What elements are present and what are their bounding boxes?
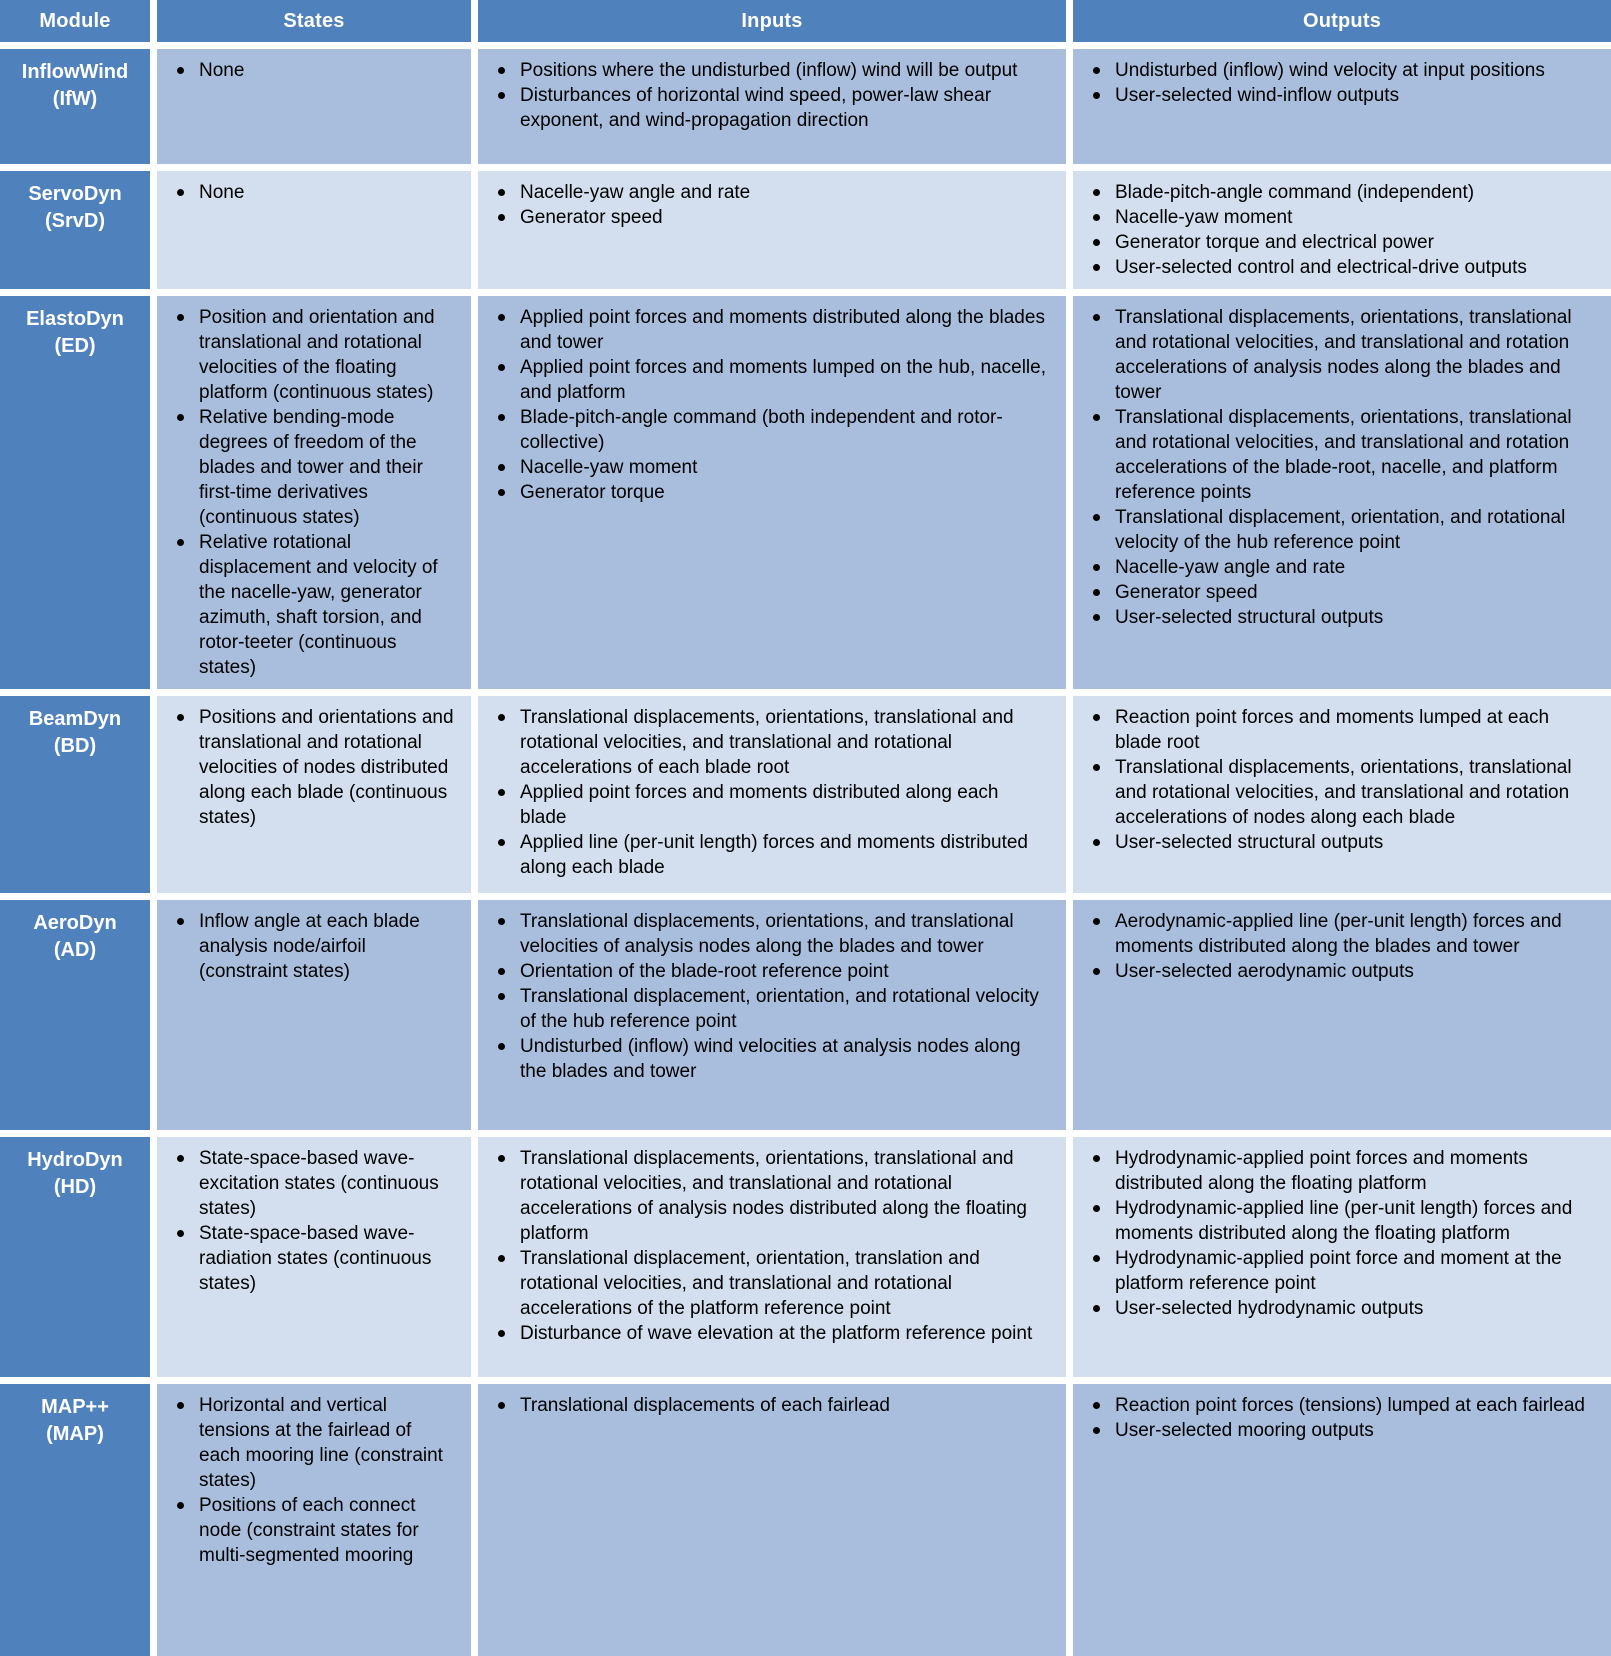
outputs-cell bbox=[1073, 171, 1611, 289]
outputs-bullet-item: Blade-pitch-angle command (independent) bbox=[1085, 180, 1595, 205]
states-bullet-item: None bbox=[169, 180, 455, 205]
module-cell bbox=[0, 696, 150, 893]
module-name: ElastoDyn bbox=[26, 308, 124, 330]
outputs-bullet-item: Hydrodynamic-applied point forces and moments distributed along the floating platform bbox=[1085, 1146, 1595, 1196]
outputs-bullet-item: User-selected structural outputs bbox=[1085, 830, 1595, 855]
inputs-bullet-item: Nacelle-yaw moment bbox=[490, 455, 1050, 480]
column-header-module: Module bbox=[0, 0, 150, 42]
outputs-bullet-item: Translational displacements, orientations, translational and rotational velocities, and translational and rotation accelerations of the blade-root, nacelle, and platform reference points bbox=[1085, 405, 1595, 505]
inputs-cell bbox=[478, 1137, 1066, 1377]
outputs-bullet-list bbox=[1085, 1393, 1595, 1443]
inputs-bullet-item: Disturbances of horizontal wind speed, power-law shear exponent, and wind-propagation direction bbox=[490, 83, 1050, 133]
table-row-srvd bbox=[0, 171, 1611, 289]
outputs-cell bbox=[1073, 49, 1611, 164]
states-bullet-item: Relative rotational displacement and velocity of the nacelle-yaw, generator azimuth, shaft torsion, and rotor-teeter (continuous states) bbox=[169, 530, 455, 680]
module-cell bbox=[0, 296, 150, 689]
outputs-bullet-list bbox=[1085, 705, 1595, 855]
inputs-bullet-list bbox=[490, 705, 1050, 880]
module-abbreviation: (BD) bbox=[53, 735, 97, 757]
states-bullet-list bbox=[169, 305, 455, 680]
table-header-row bbox=[0, 0, 1611, 42]
inputs-bullet-item: Undisturbed (inflow) wind velocities at analysis nodes along the blades and tower bbox=[490, 1034, 1050, 1084]
inputs-bullet-list bbox=[490, 1146, 1050, 1346]
states-bullet-item: Relative bending-mode degrees of freedom of the blades and tower and their first-time derivatives (continuous states) bbox=[169, 405, 455, 530]
module-name: HydroDyn bbox=[27, 1149, 123, 1171]
inputs-bullet-item: Orientation of the blade-root reference point bbox=[490, 959, 1050, 984]
inputs-cell bbox=[478, 171, 1066, 289]
inputs-bullet-item: Translational displacements, orientations, translational and rotational velocities, and translational and rotational accelerations of analysis nodes distributed along the floating platform bbox=[490, 1146, 1050, 1246]
inputs-bullet-item: Nacelle-yaw angle and rate bbox=[490, 180, 1050, 205]
column-header-outputs: Outputs bbox=[1073, 0, 1611, 42]
module-abbreviation: (ED) bbox=[54, 335, 96, 357]
table-row-bd bbox=[0, 696, 1611, 893]
outputs-bullet-item: Translational displacement, orientation, and rotational velocity of the hub reference point bbox=[1085, 505, 1595, 555]
module-name: InflowWind bbox=[21, 61, 129, 83]
states-bullet-list bbox=[169, 180, 455, 205]
inputs-bullet-list bbox=[490, 1393, 1050, 1418]
states-bullet-item: None bbox=[169, 58, 455, 83]
inputs-bullet-list bbox=[490, 305, 1050, 505]
module-abbreviation: (MAP) bbox=[46, 1423, 104, 1445]
inputs-bullet-item: Translational displacements, orientations, and translational velocities of analysis nodes along the blades and tower bbox=[490, 909, 1050, 959]
states-bullet-list bbox=[169, 1393, 455, 1568]
outputs-bullet-item: Translational displacements, orientations, translational and rotational velocities, and translational and rotation accelerations of analysis nodes along the blades and tower bbox=[1085, 305, 1595, 405]
outputs-cell bbox=[1073, 1384, 1611, 1656]
inputs-bullet-item: Applied line (per-unit length) forces and moments distributed along each blade bbox=[490, 830, 1050, 880]
outputs-bullet-item: Generator torque and electrical power bbox=[1085, 230, 1595, 255]
outputs-bullet-item: Generator speed bbox=[1085, 580, 1595, 605]
table-row-map bbox=[0, 1384, 1611, 1656]
module-cell bbox=[0, 171, 150, 289]
inputs-bullet-list bbox=[490, 909, 1050, 1084]
outputs-bullet-item: User-selected structural outputs bbox=[1085, 605, 1595, 630]
states-bullet-item: State-space-based wave-excitation states (continuous states) bbox=[169, 1146, 455, 1221]
states-bullet-list bbox=[169, 705, 455, 830]
outputs-bullet-item: Reaction point forces and moments lumped at each blade root bbox=[1085, 705, 1595, 755]
inputs-bullet-item: Blade-pitch-angle command (both independent and rotor-collective) bbox=[490, 405, 1050, 455]
table-row-ed bbox=[0, 296, 1611, 689]
outputs-bullet-list bbox=[1085, 180, 1595, 280]
outputs-bullet-item: Undisturbed (inflow) wind velocity at input positions bbox=[1085, 58, 1595, 83]
module-cell bbox=[0, 1137, 150, 1377]
module-name: ServoDyn bbox=[28, 183, 122, 205]
states-cell bbox=[157, 696, 471, 893]
states-bullet-list bbox=[169, 1146, 455, 1296]
states-bullet-item: Position and orientation and translational and rotational velocities of the floating platform (continuous states) bbox=[169, 305, 455, 405]
table-row-ad bbox=[0, 900, 1611, 1130]
outputs-bullet-item: User-selected wind-inflow outputs bbox=[1085, 83, 1595, 108]
inputs-cell bbox=[478, 1384, 1066, 1656]
inputs-bullet-list bbox=[490, 180, 1050, 230]
states-cell bbox=[157, 49, 471, 164]
outputs-bullet-item: User-selected mooring outputs bbox=[1085, 1418, 1595, 1443]
inputs-cell bbox=[478, 900, 1066, 1130]
module-abbreviation: (AD) bbox=[53, 939, 97, 961]
states-bullet-list bbox=[169, 58, 455, 83]
module-name: BeamDyn bbox=[28, 708, 122, 730]
module-abbreviation: (HD) bbox=[53, 1176, 97, 1198]
outputs-bullet-item: User-selected control and electrical-drive outputs bbox=[1085, 255, 1595, 280]
states-cell bbox=[157, 900, 471, 1130]
module-cell bbox=[0, 1384, 150, 1656]
outputs-bullet-item: Hydrodynamic-applied point force and moment at the platform reference point bbox=[1085, 1246, 1595, 1296]
module-abbreviation: (IfW) bbox=[52, 88, 98, 110]
states-cell bbox=[157, 1137, 471, 1377]
inputs-bullet-list bbox=[490, 58, 1050, 133]
table-row-hd bbox=[0, 1137, 1611, 1377]
inputs-cell bbox=[478, 296, 1066, 689]
states-cell bbox=[157, 296, 471, 689]
inputs-bullet-item: Generator speed bbox=[490, 205, 1050, 230]
states-bullet-item: Inflow angle at each blade analysis node/airfoil (constraint states) bbox=[169, 909, 455, 984]
module-name: MAP++ bbox=[41, 1396, 109, 1418]
outputs-bullet-item: Reaction point forces (tensions) lumped at each fairlead bbox=[1085, 1393, 1595, 1418]
outputs-bullet-item: User-selected aerodynamic outputs bbox=[1085, 959, 1595, 984]
outputs-bullet-item: Aerodynamic-applied line (per-unit length) forces and moments distributed along the blades and tower bbox=[1085, 909, 1595, 959]
outputs-cell bbox=[1073, 296, 1611, 689]
outputs-bullet-list bbox=[1085, 305, 1595, 630]
inputs-bullet-item: Translational displacements of each fairlead bbox=[490, 1393, 1050, 1418]
inputs-bullet-item: Positions where the undisturbed (inflow) wind will be output bbox=[490, 58, 1050, 83]
inputs-bullet-item: Translational displacements, orientations, translational and rotational velocities, and translational and rotational accelerations of each blade root bbox=[490, 705, 1050, 780]
states-bullet-item: Positions of each connect node (constraint states for multi-segmented mooring bbox=[169, 1493, 455, 1568]
states-bullet-item: State-space-based wave-radiation states (continuous states) bbox=[169, 1221, 455, 1296]
states-cell bbox=[157, 171, 471, 289]
inputs-cell bbox=[478, 696, 1066, 893]
outputs-bullet-item: Translational displacements, orientations, translational and rotational velocities, and translational and rotation accelerations of nodes along each blade bbox=[1085, 755, 1595, 830]
table-row-ifw bbox=[0, 49, 1611, 164]
module-cell bbox=[0, 49, 150, 164]
module-cell bbox=[0, 900, 150, 1130]
outputs-cell bbox=[1073, 696, 1611, 893]
states-bullet-item: Horizontal and vertical tensions at the fairlead of each mooring line (constraint states) bbox=[169, 1393, 455, 1493]
states-bullet-list bbox=[169, 909, 455, 984]
outputs-bullet-item: User-selected hydrodynamic outputs bbox=[1085, 1296, 1595, 1321]
inputs-bullet-item: Generator torque bbox=[490, 480, 1050, 505]
states-bullet-item: Positions and orientations and translational and rotational velocities of nodes distributed along each blade (continuous states) bbox=[169, 705, 455, 830]
outputs-cell bbox=[1073, 1137, 1611, 1377]
outputs-bullet-item: Nacelle-yaw moment bbox=[1085, 205, 1595, 230]
inputs-bullet-item: Applied point forces and moments distributed along the blades and tower bbox=[490, 305, 1050, 355]
outputs-cell bbox=[1073, 900, 1611, 1130]
table-body bbox=[0, 49, 1611, 1656]
module-abbreviation: (SrvD) bbox=[44, 210, 105, 232]
outputs-bullet-list bbox=[1085, 909, 1595, 984]
column-header-states: States bbox=[157, 0, 471, 42]
outputs-bullet-list bbox=[1085, 58, 1595, 108]
inputs-bullet-item: Applied point forces and moments lumped on the hub, nacelle, and platform bbox=[490, 355, 1050, 405]
inputs-cell bbox=[478, 49, 1066, 164]
inputs-bullet-item: Translational displacement, orientation, translation and rotational velocities, and translational and rotational accelerations of the platform reference point bbox=[490, 1246, 1050, 1321]
inputs-bullet-item: Translational displacement, orientation, and rotational velocity of the hub reference point bbox=[490, 984, 1050, 1034]
inputs-bullet-item: Disturbance of wave elevation at the platform reference point bbox=[490, 1321, 1050, 1346]
outputs-bullet-list bbox=[1085, 1146, 1595, 1321]
outputs-bullet-item: Hydrodynamic-applied line (per-unit length) forces and moments distributed along the floating platform bbox=[1085, 1196, 1595, 1246]
column-header-inputs: Inputs bbox=[478, 0, 1066, 42]
module-name: AeroDyn bbox=[33, 912, 117, 934]
outputs-bullet-item: Nacelle-yaw angle and rate bbox=[1085, 555, 1595, 580]
states-cell bbox=[157, 1384, 471, 1656]
inputs-bullet-item: Applied point forces and moments distributed along each blade bbox=[490, 780, 1050, 830]
